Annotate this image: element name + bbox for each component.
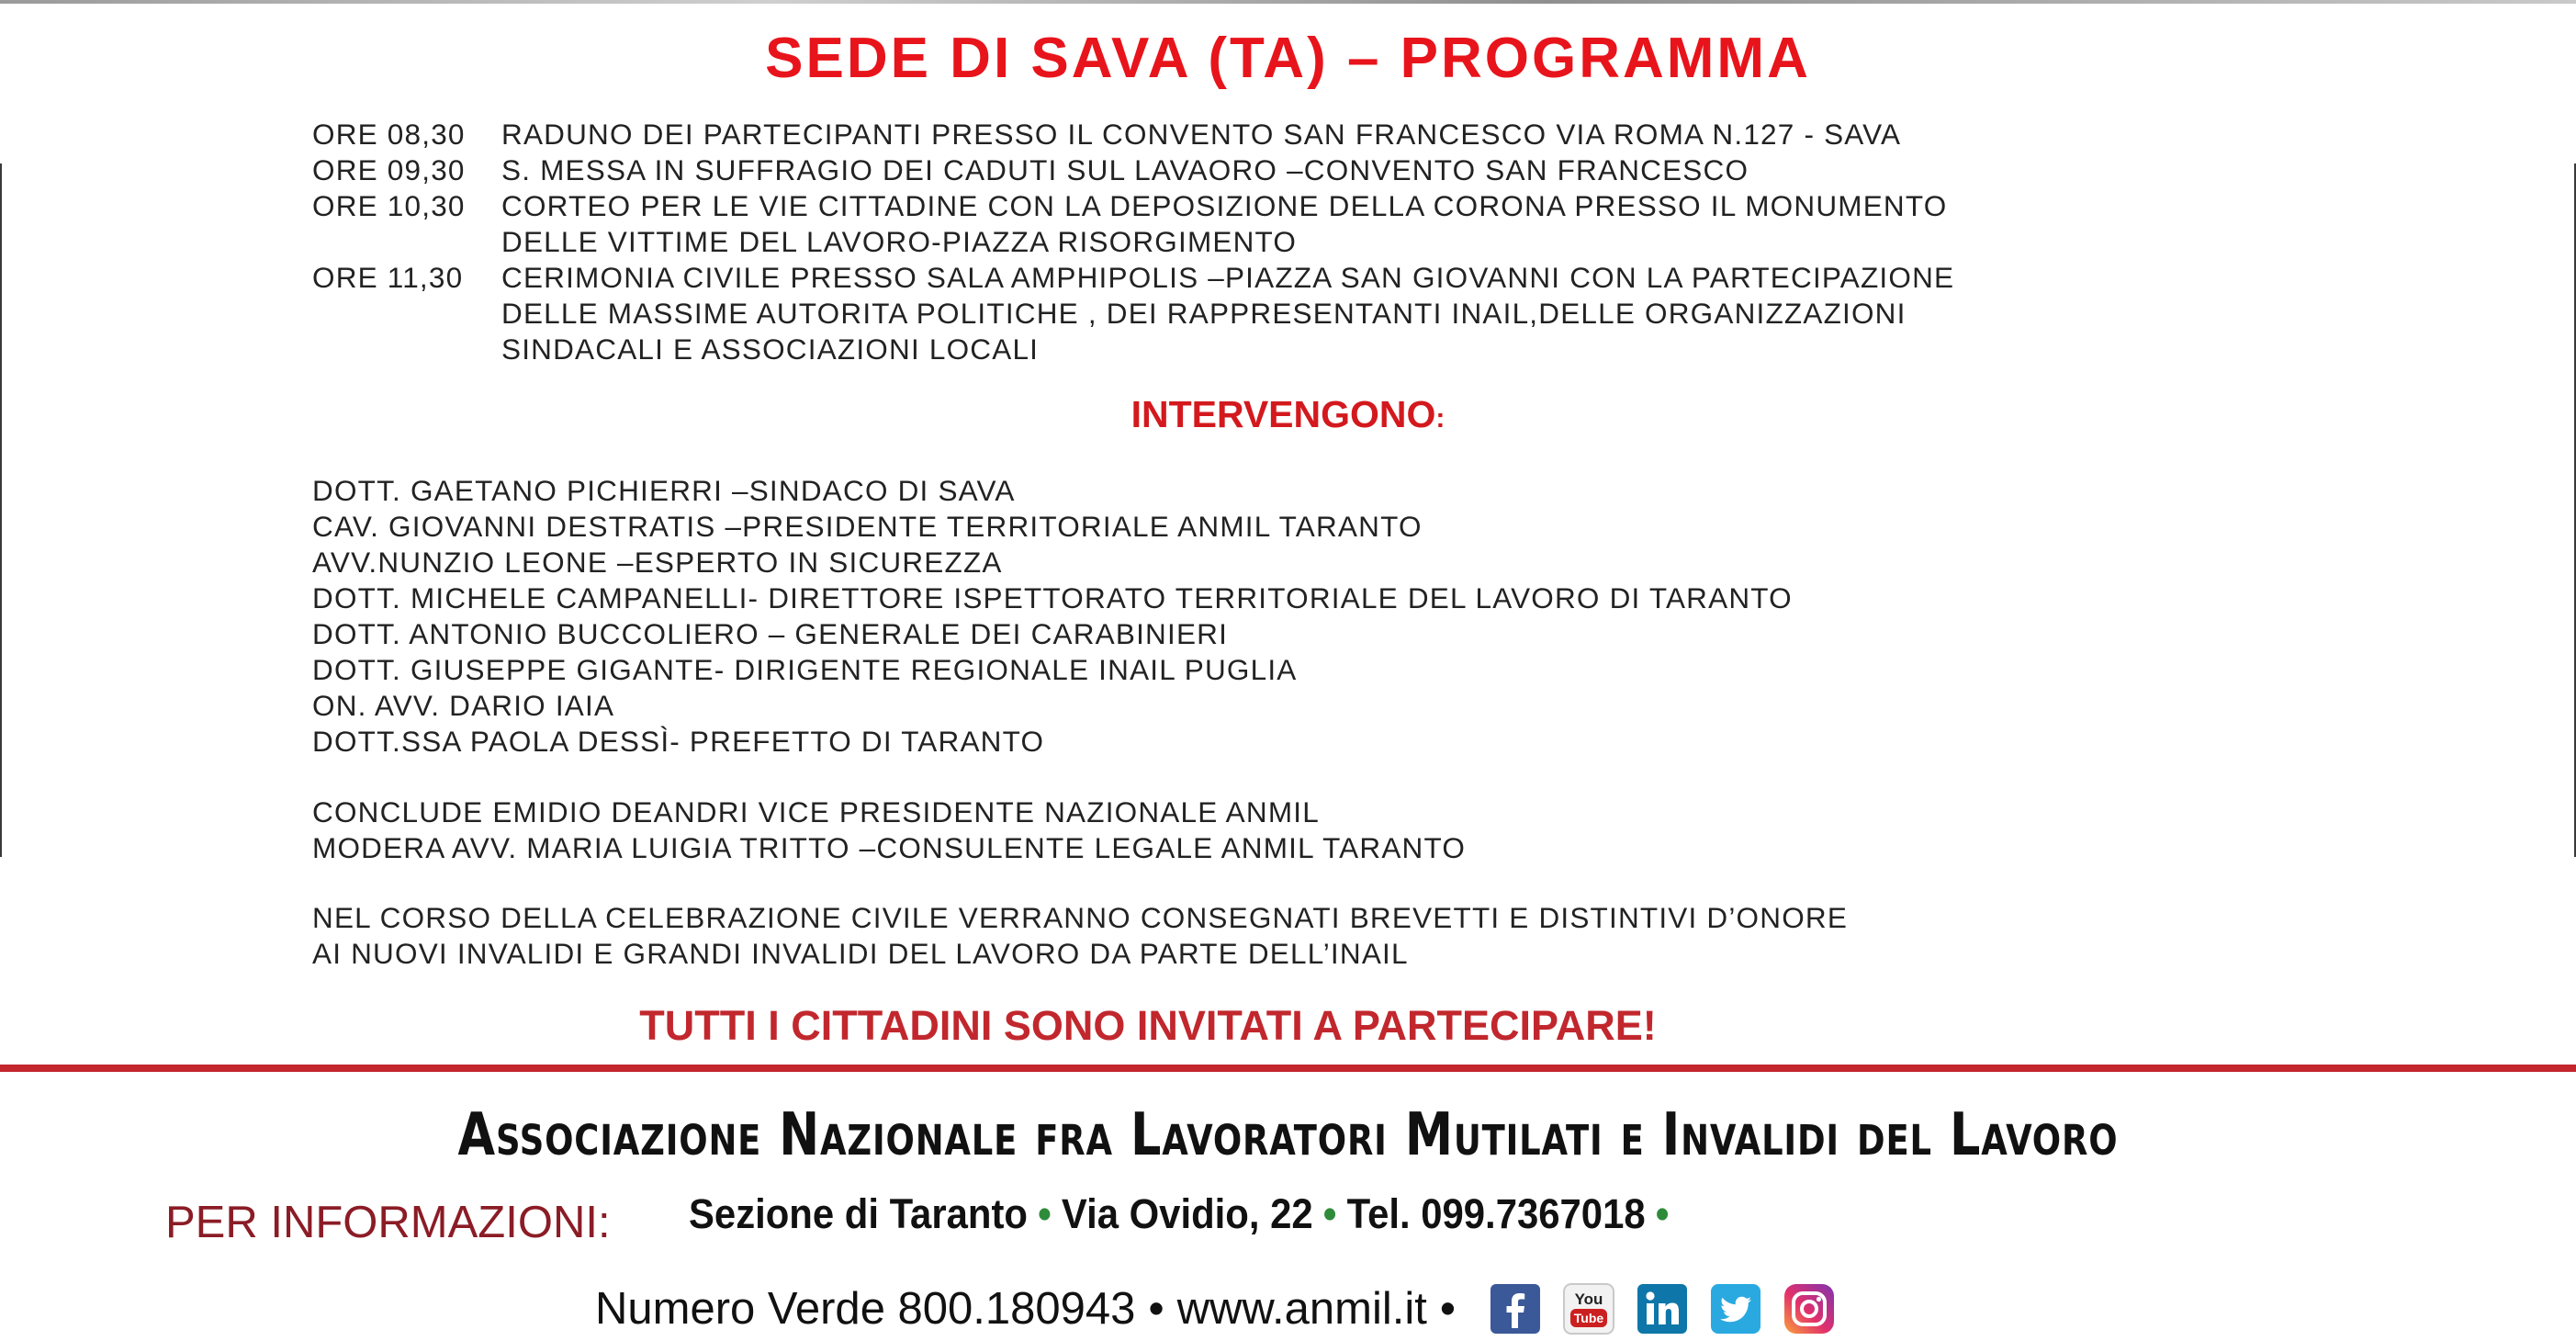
awards-line: NEL CORSO DELLA CELEBRAZIONE CIVILE VERRANNO CONSEGNATI BREVETTI E DISTINTIVI D’ONORE (312, 901, 1849, 934)
awards-block (312, 900, 1848, 972)
footer-divider (0, 1065, 2576, 1072)
page-title: SEDE DI SAVA (TA) – PROGRAMMA (765, 27, 1811, 90)
programme-desc-line: S. MESSA IN SUFFRAGIO DEI CADUTI SUL LAVAORO –CONVENTO SAN FRANCESCO (501, 153, 1749, 186)
programme-time: ORE 09,30 (312, 153, 466, 186)
moderator-line: MODERA AVV. MARIA LUIGIA TRITTO –CONSULENTE LEGALE ANMIL TARANTO (312, 831, 1467, 864)
bullet-separator: • (1322, 1190, 1337, 1237)
programme-desc-line: DELLE VITTIME DEL LAVORO-PIAZZA RISORGIMENTO (501, 225, 1298, 258)
speaker-item: DOTT.SSA PAOLA DESSÌ- PREFETTO DI TARANTO (312, 725, 1045, 758)
twitter-icon[interactable] (1709, 1282, 1762, 1335)
speaker-item: AVV.NUNZIO LEONE –ESPERTO IN SICUREZZA (312, 546, 1003, 579)
invitation-banner: TUTTI I CITTADINI SONO INVITATI A PARTECIPARE! (639, 1002, 1657, 1049)
conclude-line: CONCLUDE EMIDIO DEANDRI VICE PRESIDENTE NAZIONALE ANMIL (312, 795, 1320, 828)
instagram-icon[interactable] (1783, 1282, 1836, 1335)
speaker-item: DOTT. GAETANO PICHIERRI –SINDACO DI SAVA (312, 474, 1016, 507)
programme-time: ORE 11,30 (312, 261, 464, 294)
association-name: Associazione Nazionale fra Lavoratori Mutilati e Invalidi del Lavoro (457, 1101, 2119, 1169)
phone-number[interactable]: Tel. 099.7367018 (1346, 1190, 1646, 1237)
left-edge-line (0, 163, 2, 857)
programme-item (312, 188, 1954, 260)
speaker-item: CAV. GIOVANNI DESTRATIS –PRESIDENTE TERRITORIALE ANMIL TARANTO (312, 510, 1423, 543)
bullet-separator: • (1148, 1284, 1164, 1334)
closing-block (312, 794, 1466, 866)
bullet-separator: • (1038, 1190, 1052, 1237)
programme-time: ORE 08,30 (312, 118, 466, 151)
youtube-icon[interactable] (1562, 1282, 1615, 1335)
footer-contacts (595, 1279, 1836, 1339)
programme-item (312, 260, 1954, 367)
programme-item (312, 152, 1954, 188)
top-border (0, 0, 2576, 4)
address: Via Ovidio, 22 (1061, 1190, 1313, 1237)
programme-desc-line: CERIMONIA CIVILE PRESSO SALA AMPHIPOLIS –PIAZZA SAN GIOVANNI CON LA PARTECIPAZIONE (501, 261, 1955, 294)
programme-item (312, 117, 1954, 152)
bullet-separator: • (1655, 1190, 1670, 1237)
linkedin-icon[interactable] (1636, 1282, 1689, 1335)
programme-desc-line: RADUNO DEI PARTECIPANTI PRESSO IL CONVENTO SAN FRANCESCO VIA ROMA N.127 - SAVA (501, 118, 1902, 151)
social-icons (1489, 1282, 1836, 1335)
speakers-list (312, 473, 1793, 760)
bullet-separator: • (1439, 1284, 1457, 1334)
website-link[interactable]: www.anmil.it (1176, 1284, 1427, 1334)
speaker-item: ON. AVV. DARIO IAIA (312, 689, 615, 722)
speaker-item: DOTT. MICHELE CAMPANELLI- DIRETTORE ISPETTORATO TERRITORIALE DEL LAVORO DI TARANTO (312, 581, 1793, 614)
programme-list (312, 117, 1954, 367)
programme-time: ORE 10,30 (312, 189, 466, 222)
svg-text:Tube: Tube (1573, 1311, 1604, 1325)
programme-desc-line: DELLE MASSIME AUTORITA POLITICHE , DEI RAPPRESENTANTI INAIL,DELLE ORGANIZZAZIONI (501, 297, 1907, 330)
speaker-item: DOTT. GIUSEPPE GIGANTE- DIRIGENTE REGIONALE INAIL PUGLIA (312, 653, 1298, 686)
programme-desc-line: CORTEO PER LE VIE CITTADINE CON LA DEPOSIZIONE DELLA CORONA PRESSO IL MONUMENTO (501, 189, 1948, 222)
svg-text:You: You (1574, 1290, 1603, 1308)
facebook-icon[interactable] (1489, 1282, 1542, 1335)
info-label: PER INFORMAZIONI: (165, 1198, 611, 1247)
toll-free-number[interactable]: Numero Verde 800.180943 (595, 1284, 1136, 1334)
speaker-item: DOTT. ANTONIO BUCCOLIERO – GENERALE DEI CARABINIERI (312, 617, 1229, 650)
awards-line: AI NUOVI INVALIDI E GRANDI INVALIDI DEL LAVORO DA PARTE DELL’INAIL (312, 937, 1409, 970)
section-name: Sezione di Taranto (689, 1190, 1028, 1237)
programme-desc-line: SINDACALI E ASSOCIAZIONI LOCALI (501, 332, 1040, 366)
contact-line (689, 1185, 1680, 1244)
speakers-heading: INTERVENGONO: (1131, 393, 1445, 435)
